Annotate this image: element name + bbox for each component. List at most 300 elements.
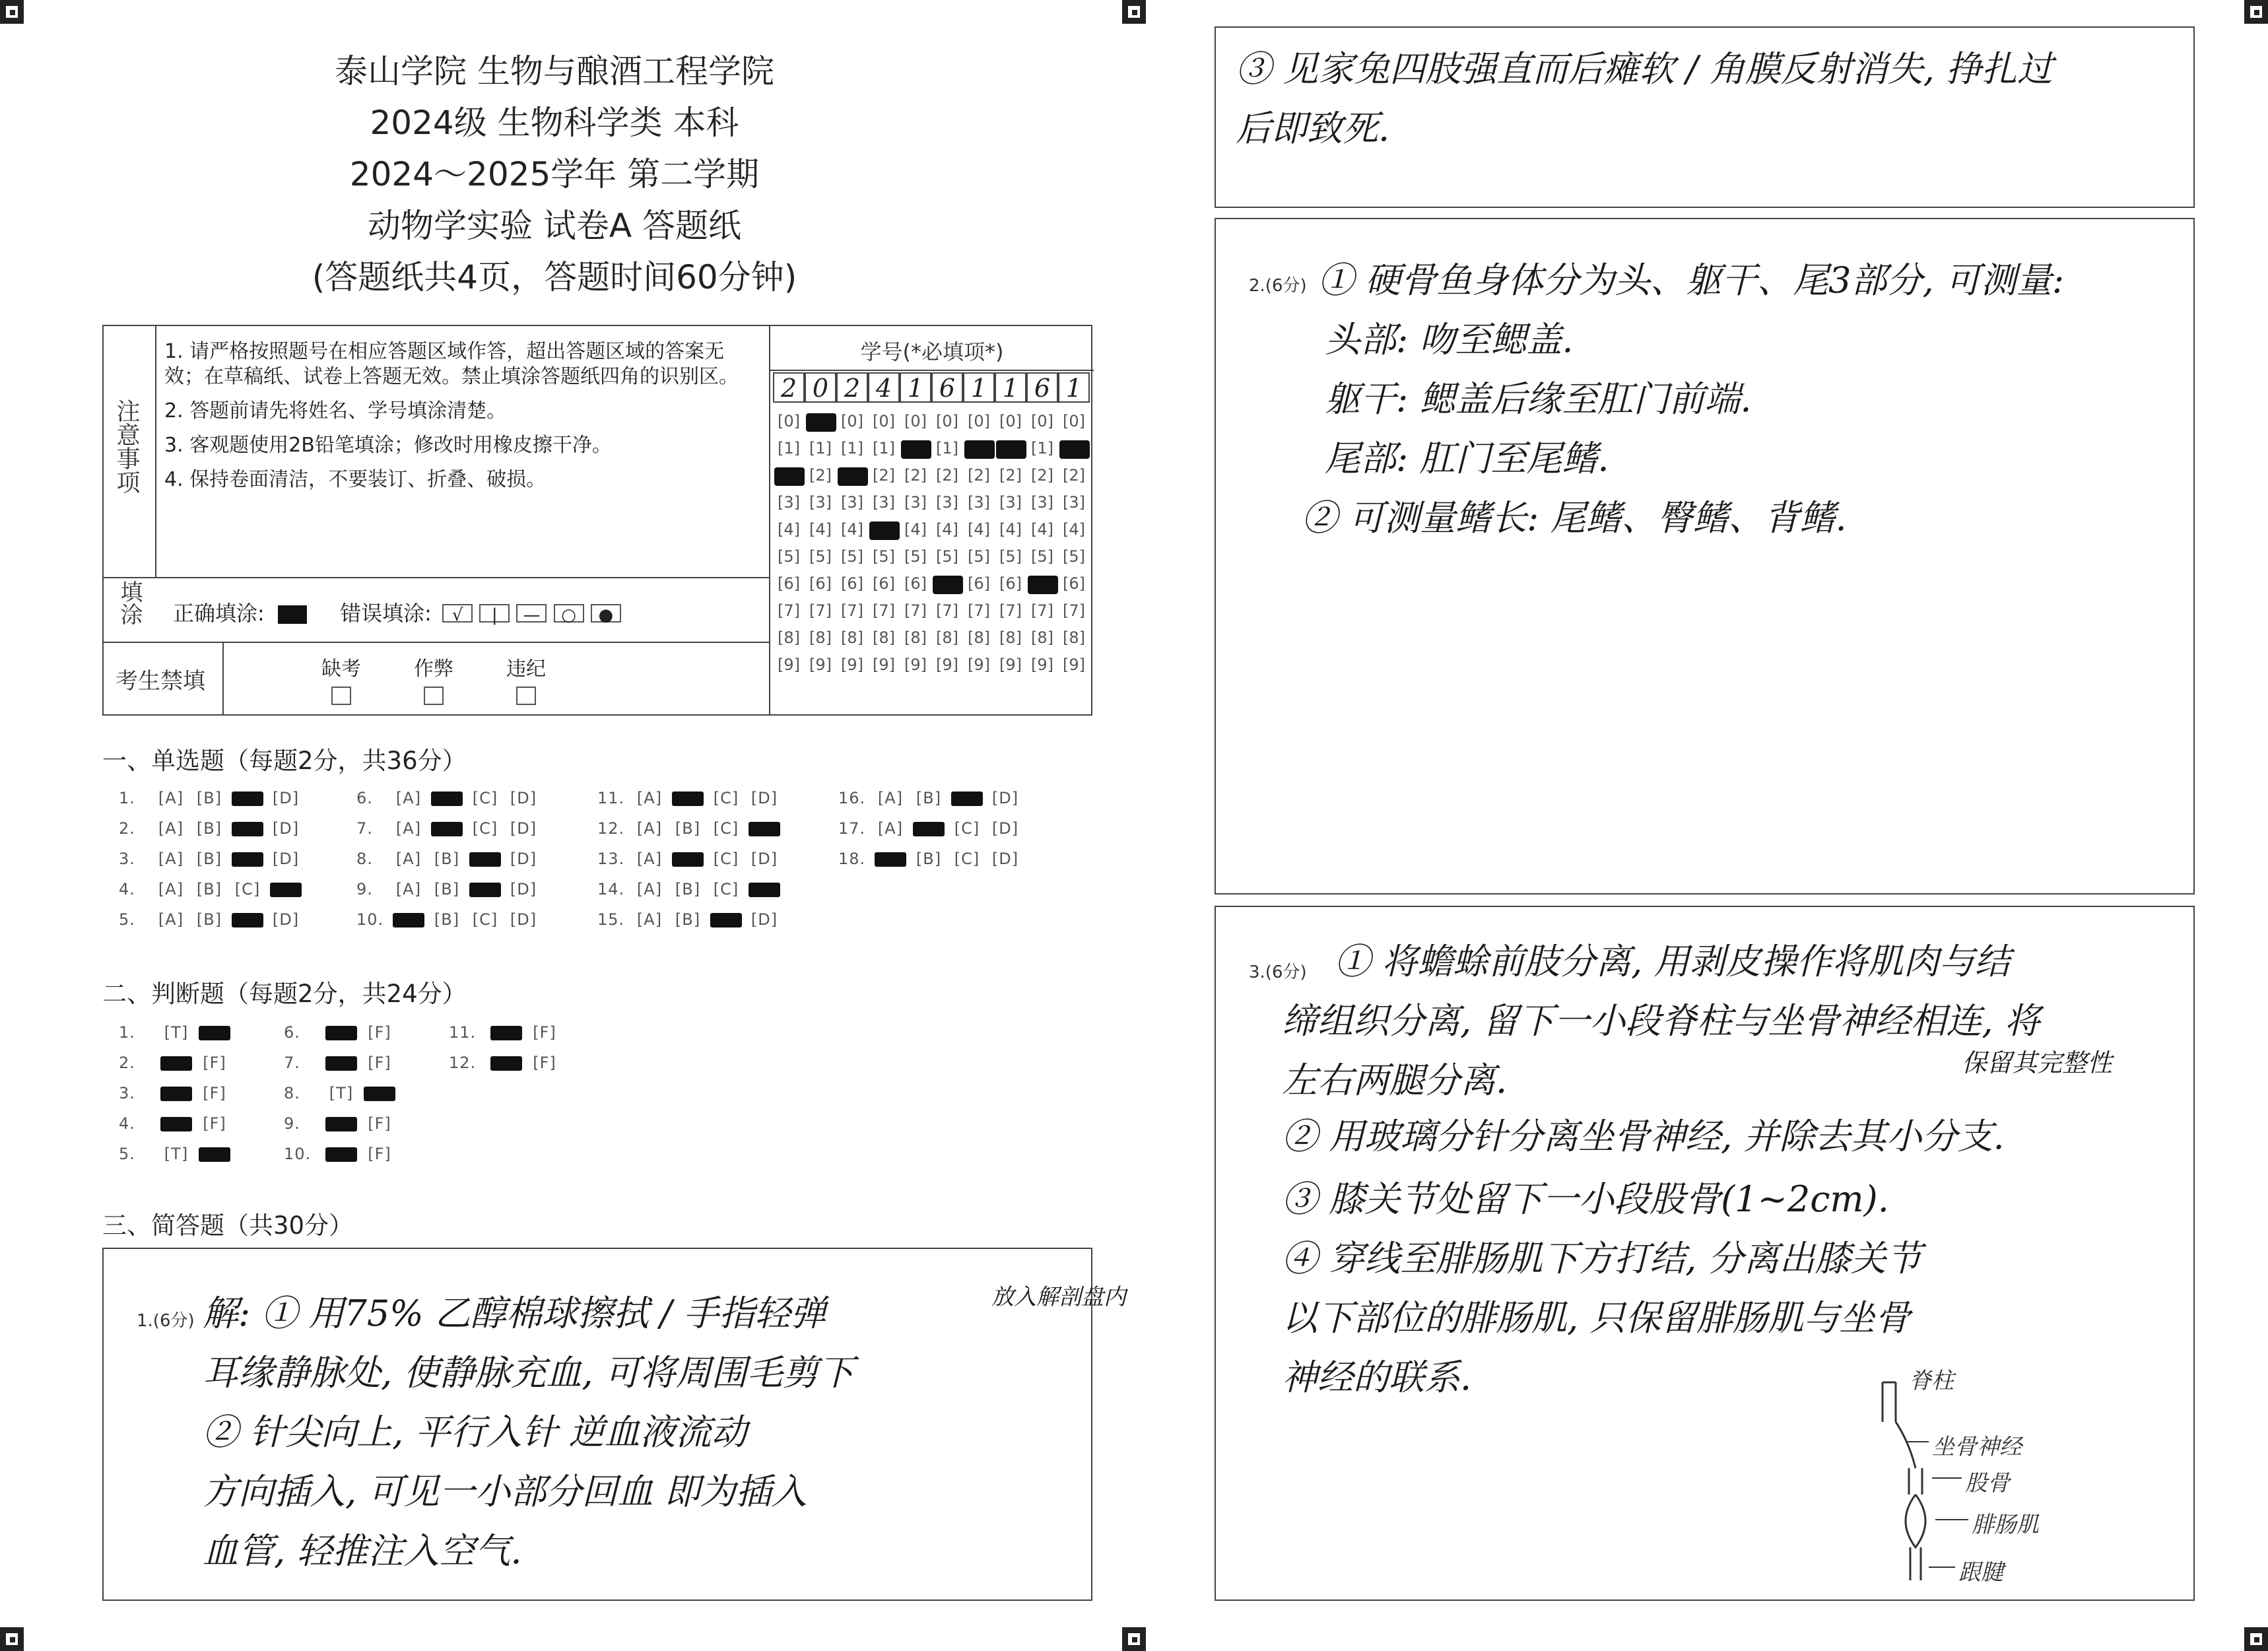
answer-bubble[interactable]: [C] xyxy=(954,850,980,868)
student-id-bubble-filled[interactable] xyxy=(1028,576,1058,594)
answer-bubble-filled[interactable] xyxy=(745,880,784,898)
answer-bubble[interactable]: [F] xyxy=(203,1084,226,1102)
answer-bubble[interactable]: [A] xyxy=(158,819,184,838)
student-id-bubble[interactable]: [6] xyxy=(809,574,832,593)
student-id-bubble[interactable]: [4] xyxy=(968,520,990,539)
answer-bubble[interactable]: [C] xyxy=(713,789,739,807)
answer-bubble-filled[interactable] xyxy=(195,1145,234,1163)
header-line-4: 动物学实验 试卷A 答题纸 xyxy=(368,207,741,245)
true-false-title: 二、判断题（每题2分，共24分） xyxy=(102,980,467,1008)
answer-bubble-filled[interactable] xyxy=(466,880,504,898)
answer-bubble[interactable]: [D] xyxy=(750,850,778,868)
q3-line-2: 缔组织分离, 留下一小段脊柱与坐骨神经相连, 将 xyxy=(1282,1000,2040,1042)
question-number: 8. xyxy=(356,850,373,868)
true-false-question xyxy=(119,1145,234,1163)
answer-bubble[interactable]: [F] xyxy=(203,1114,226,1133)
notice-box xyxy=(102,325,1092,716)
answer-bubble[interactable]: [A] xyxy=(158,880,184,898)
student-id-bubble[interactable]: [5] xyxy=(999,547,1022,566)
true-false-question xyxy=(284,1084,399,1102)
single-choice-question xyxy=(119,850,305,868)
student-id-bubble-filled[interactable] xyxy=(774,467,805,486)
student-id-bubble[interactable]: [2] xyxy=(936,466,958,485)
student-id-bubble[interactable]: [8] xyxy=(778,628,800,647)
q3-line-5: ③ 膝关节处留下一小段股骨(1~2cm). xyxy=(1282,1178,1889,1220)
student-id-bubble-filled[interactable] xyxy=(933,576,963,594)
student-id-bubble[interactable]: [5] xyxy=(778,547,800,566)
answer-bubble[interactable]: [A] xyxy=(636,910,663,929)
filled-mark xyxy=(232,792,263,806)
answer-bubble-filled[interactable] xyxy=(157,1054,195,1072)
question-number: 3. xyxy=(119,850,135,868)
answer-bubble[interactable]: [D] xyxy=(991,850,1019,868)
corner-marker-bottom-center xyxy=(1122,1627,1146,1651)
student-id-bubble[interactable]: [2] xyxy=(1031,466,1053,485)
question-number: 17. xyxy=(838,819,866,838)
answer-bubble-filled[interactable] xyxy=(157,1084,195,1102)
single-choice-question xyxy=(597,850,784,868)
student-id-bubble[interactable]: [2] xyxy=(1063,466,1085,485)
question-number: 10. xyxy=(284,1145,312,1163)
corner-marker-top-right xyxy=(2244,0,2268,24)
answer-bubble-filled[interactable] xyxy=(228,850,267,868)
answer-bubble[interactable]: [A] xyxy=(636,789,663,807)
answer-bubble[interactable]: [B] xyxy=(675,880,701,898)
answer-bubble[interactable]: [F] xyxy=(368,1114,391,1133)
student-id-bubble[interactable]: [0] xyxy=(968,412,990,430)
student-id-bubble[interactable]: [7] xyxy=(999,601,1022,620)
question-number: 15. xyxy=(597,910,625,929)
student-id-bubble[interactable]: [6] xyxy=(999,574,1022,593)
student-id-bubble[interactable]: [3] xyxy=(778,493,800,512)
student-id-bubble[interactable]: [7] xyxy=(1031,601,1053,620)
student-id-bubble[interactable]: [2] xyxy=(904,466,927,485)
true-false-question xyxy=(119,1054,234,1072)
student-id-bubble[interactable]: [5] xyxy=(968,547,990,566)
question-number: 4. xyxy=(119,1114,135,1133)
student-id-bubble[interactable]: [3] xyxy=(1063,493,1085,512)
q1-line-1: 解: ① 用75% 乙醇棉球擦拭 / 手指轻弹 xyxy=(203,1293,826,1334)
question-number: 3. xyxy=(119,1084,135,1102)
answer-bubble[interactable]: [B] xyxy=(196,910,222,929)
student-id-bubble[interactable]: [8] xyxy=(936,628,958,647)
student-id-digit-6: 6 xyxy=(931,372,963,403)
notice-item-3: 3. 客观题使用2B铅笔填涂；修改时用橡皮擦干净。 xyxy=(164,434,612,457)
answer-bubble[interactable]: [F] xyxy=(533,1054,556,1072)
answer-bubble[interactable]: [B] xyxy=(675,819,701,838)
student-id-bubble[interactable]: [5] xyxy=(873,547,895,566)
answer-bubble[interactable]: [T] xyxy=(329,1084,354,1102)
answer-bubble-filled[interactable] xyxy=(195,1023,234,1042)
answer-box-q1 xyxy=(102,1248,1126,1601)
answer-bubble-filled[interactable] xyxy=(322,1145,360,1163)
answer-bubble[interactable]: [A] xyxy=(158,850,184,868)
filled-mark xyxy=(393,913,424,927)
answer-bubble[interactable]: [C] xyxy=(713,880,739,898)
student-id-bubble[interactable]: [2] xyxy=(968,466,990,485)
answer-bubble-filled[interactable] xyxy=(948,789,986,807)
fill-label: 填涂 xyxy=(116,580,143,625)
student-id-bubble[interactable]: [3] xyxy=(936,493,958,512)
student-id-bubble[interactable]: [0] xyxy=(999,412,1022,430)
answer-bubble[interactable]: [T] xyxy=(164,1145,189,1163)
answer-bubble[interactable]: [A] xyxy=(636,819,663,838)
answer-bubble[interactable]: [F] xyxy=(203,1054,226,1072)
single-choice-question xyxy=(838,850,1024,868)
student-id-bubble[interactable]: [3] xyxy=(999,493,1022,512)
student-id-bubble[interactable]: [8] xyxy=(873,628,895,647)
answer-bubble[interactable]: [A] xyxy=(395,880,422,898)
answer-bubble[interactable]: [F] xyxy=(533,1023,556,1042)
student-id-bubble[interactable]: [7] xyxy=(1063,601,1085,620)
student-id-bubble[interactable]: [5] xyxy=(1031,547,1053,566)
student-id-digit-7: 1 xyxy=(963,372,995,403)
answer-bubble-filled[interactable] xyxy=(428,789,466,807)
answer-bubble[interactable]: [D] xyxy=(272,819,300,838)
filled-mark xyxy=(325,1147,357,1162)
student-id-bubble[interactable]: [6] xyxy=(1063,574,1085,593)
answer-bubble[interactable]: [B] xyxy=(196,850,222,868)
true-false-question xyxy=(284,1023,399,1042)
notice-item-4: 4. 保持卷面清洁，不要装订、折叠、破损。 xyxy=(164,468,547,491)
question-number: 8. xyxy=(284,1084,300,1102)
ban-absent-checkbox[interactable] xyxy=(331,687,351,705)
true-false-question xyxy=(284,1054,399,1072)
student-id-bubble[interactable]: [9] xyxy=(778,656,800,674)
student-id-bubble[interactable]: [0] xyxy=(936,412,958,430)
student-id-bubble[interactable]: [7] xyxy=(904,601,927,620)
student-id-bubble[interactable]: [0] xyxy=(778,412,800,430)
student-id-bubble[interactable]: [1] xyxy=(841,439,863,457)
student-id-bubble[interactable]: [0] xyxy=(904,412,927,430)
answer-bubble-filled[interactable] xyxy=(487,1023,525,1042)
question-number: 7. xyxy=(356,819,373,838)
student-id-bubble-filled[interactable] xyxy=(1059,440,1090,459)
student-id-digit-9: 6 xyxy=(1026,372,1058,403)
student-id-bubble-filled[interactable] xyxy=(806,413,836,432)
answer-bubble[interactable]: [D] xyxy=(510,819,537,838)
answer-bubble[interactable]: [B] xyxy=(196,880,222,898)
student-id-bubble[interactable]: [1] xyxy=(936,439,958,457)
answer-bubble[interactable]: [B] xyxy=(196,789,222,807)
answer-bubble[interactable]: [F] xyxy=(368,1054,391,1072)
q3-line-3: 左右两腿分离. xyxy=(1282,1060,1508,1101)
student-id-bubble[interactable]: [4] xyxy=(999,520,1022,539)
answer-bubble[interactable]: [D] xyxy=(510,789,537,807)
q3-insert-note: 保留其完整性 xyxy=(1962,1048,2113,1077)
filled-mark xyxy=(951,792,983,806)
student-id-bubble[interactable]: [5] xyxy=(904,547,927,566)
student-id-bubble[interactable]: [5] xyxy=(1063,547,1085,566)
single-choice-question xyxy=(597,910,784,929)
student-id-bubble[interactable]: [9] xyxy=(873,656,895,674)
answer-bubble-filled[interactable] xyxy=(871,850,910,868)
student-id-bubble[interactable]: [9] xyxy=(809,656,832,674)
student-id-bubble[interactable]: [9] xyxy=(968,656,990,674)
answer-bubble[interactable]: [C] xyxy=(234,880,261,898)
question-number: 13. xyxy=(597,850,625,868)
student-id-bubble[interactable]: [6] xyxy=(873,574,895,593)
answer-bubble[interactable]: [D] xyxy=(991,819,1019,838)
q3-score: 3.(6分) xyxy=(1249,962,1307,982)
ban-violation-checkbox[interactable] xyxy=(516,687,536,705)
answer-bubble-filled[interactable] xyxy=(322,1114,360,1133)
single-choice-question xyxy=(356,880,543,898)
student-id-bubble[interactable]: [9] xyxy=(1063,656,1085,674)
filled-mark xyxy=(469,852,501,867)
student-id-digit-2: 0 xyxy=(805,372,836,403)
question-number: 2. xyxy=(119,819,135,838)
answer-bubble[interactable]: [D] xyxy=(510,910,537,929)
answer-bubble[interactable]: [A] xyxy=(158,910,184,929)
student-id-bubble[interactable]: [8] xyxy=(999,628,1022,647)
student-id-bubble[interactable]: [7] xyxy=(778,601,800,620)
filled-mark xyxy=(232,852,263,867)
answer-bubble-filled[interactable] xyxy=(228,910,267,929)
student-id-bubble[interactable]: [8] xyxy=(1063,628,1085,647)
student-id-bubble[interactable]: [4] xyxy=(778,520,800,539)
student-id-bubble[interactable]: [4] xyxy=(1031,520,1053,539)
student-id-digit-8: 1 xyxy=(995,372,1026,403)
answer-bubble[interactable]: [D] xyxy=(510,880,537,898)
true-false-question xyxy=(284,1114,399,1133)
answer-bubble-filled[interactable] xyxy=(745,819,784,838)
student-id-digit-4: 4 xyxy=(868,372,900,403)
student-id-label: 学号(*必填项*) xyxy=(860,339,1004,364)
true-false-question xyxy=(119,1114,234,1133)
answer-bubble-filled[interactable] xyxy=(322,1023,360,1042)
q1-margin-note: 放入解剖盘内 xyxy=(991,1284,1126,1310)
answer-bubble[interactable]: [C] xyxy=(713,819,739,838)
filled-mark xyxy=(232,822,263,836)
filled-mark xyxy=(364,1087,395,1101)
answer-bubble[interactable]: [A] xyxy=(158,789,184,807)
answer-bubble-filled[interactable] xyxy=(466,850,504,868)
student-id-bubble[interactable]: [8] xyxy=(904,628,927,647)
answer-bubble[interactable]: [D] xyxy=(510,850,537,868)
student-id-bubble[interactable]: [3] xyxy=(873,493,895,512)
ban-violation-label: 违纪 xyxy=(506,657,546,681)
filled-mark xyxy=(672,792,704,806)
answer-bubble[interactable]: [B] xyxy=(916,789,942,807)
student-id-bubble[interactable]: [3] xyxy=(809,493,832,512)
ban-cheat-checkbox[interactable] xyxy=(424,687,444,705)
student-id-bubble[interactable]: [7] xyxy=(936,601,958,620)
question-number: 14. xyxy=(597,880,625,898)
answer-bubble-filled[interactable] xyxy=(910,819,948,838)
true-false-question xyxy=(449,1054,564,1072)
answer-bubble[interactable]: [F] xyxy=(368,1023,391,1042)
student-id-bubble[interactable]: [0] xyxy=(1063,412,1085,430)
student-id-bubble[interactable]: [4] xyxy=(1063,520,1085,539)
question-number: 1. xyxy=(119,789,135,807)
answer-bubble[interactable]: [B] xyxy=(196,819,222,838)
filled-mark xyxy=(469,883,501,897)
single-choice-question xyxy=(119,789,305,807)
header-line-2: 2024级 生物科学类 本科 xyxy=(370,104,739,142)
student-id-bubble[interactable]: [6] xyxy=(778,574,800,593)
true-false-question xyxy=(284,1145,399,1163)
student-id-bubble[interactable]: [7] xyxy=(873,601,895,620)
answer-bubble[interactable]: [A] xyxy=(636,850,663,868)
student-id-bubble[interactable]: [5] xyxy=(809,547,832,566)
student-id-bubble[interactable]: [4] xyxy=(936,520,958,539)
filled-mark xyxy=(672,852,704,867)
question-number: 10. xyxy=(356,910,384,929)
answer-bubble[interactable]: [B] xyxy=(434,910,460,929)
student-id-bubble[interactable]: [3] xyxy=(841,493,863,512)
student-id-bubble[interactable]: [7] xyxy=(809,601,832,620)
student-id-bubble[interactable]: [2] xyxy=(999,466,1022,485)
single-choice-question xyxy=(356,850,543,868)
filled-mark xyxy=(490,1026,522,1040)
answer-bubble[interactable]: [A] xyxy=(395,850,422,868)
single-choice-question xyxy=(838,789,1024,807)
filled-mark xyxy=(160,1087,192,1101)
filled-mark xyxy=(160,1117,192,1131)
answer-bubble[interactable]: [F] xyxy=(368,1145,391,1163)
answer-bubble-filled[interactable] xyxy=(360,1084,399,1102)
single-choice-question xyxy=(119,819,305,838)
filled-mark xyxy=(431,792,463,806)
answer-bubble-filled[interactable] xyxy=(669,850,707,868)
answer-bubble[interactable]: [A] xyxy=(395,789,422,807)
student-id-bubble[interactable]: [1] xyxy=(809,439,832,457)
answer-bubble[interactable]: [D] xyxy=(272,850,300,868)
student-id-bubble[interactable]: [7] xyxy=(841,601,863,620)
student-id-bubble[interactable]: [9] xyxy=(936,656,958,674)
student-id-bubble[interactable]: [3] xyxy=(968,493,990,512)
exam-ban-label: 考生禁填 xyxy=(116,668,205,694)
student-id-bubble-filled[interactable] xyxy=(996,440,1026,459)
answer-bubble[interactable]: [B] xyxy=(434,850,460,868)
student-id-digit-5: 1 xyxy=(900,372,931,403)
student-id-bubble[interactable]: [3] xyxy=(904,493,927,512)
answer-bubble-filled[interactable] xyxy=(228,819,267,838)
single-choice-question xyxy=(356,789,543,807)
student-id-bubble[interactable]: [9] xyxy=(841,656,863,674)
answer-bubble[interactable]: [A] xyxy=(395,819,422,838)
answer-bubble[interactable]: [C] xyxy=(472,819,498,838)
q1-line-5: 血管, 轻推注入空气. xyxy=(203,1530,522,1572)
q1-cont-line-1: ③ 见家兔四肢强直而后瘫软 / 角膜反射消失, 挣扎过 xyxy=(1236,48,2053,90)
answer-bubble[interactable]: [C] xyxy=(472,910,498,929)
q1-cont-line-2: 后即致死. xyxy=(1236,108,1390,149)
answer-bubble-filled[interactable] xyxy=(707,910,745,929)
answer-bubble[interactable]: [D] xyxy=(750,789,778,807)
student-id-bubble[interactable]: [8] xyxy=(1031,628,1053,647)
answer-bubble-filled[interactable] xyxy=(157,1114,195,1133)
student-id-bubble[interactable]: [4] xyxy=(841,520,863,539)
corner-marker-bottom-right xyxy=(2244,1627,2268,1651)
q2-line-2: 头部: 吻至鳃盖. xyxy=(1325,319,1574,360)
answer-bubble-filled[interactable] xyxy=(487,1054,525,1072)
filled-mark xyxy=(199,1026,230,1040)
answer-bubble-filled[interactable] xyxy=(428,819,466,838)
question-number: 12. xyxy=(449,1054,477,1072)
question-number: 9. xyxy=(356,880,373,898)
student-id-bubble[interactable]: [0] xyxy=(1031,412,1053,430)
student-id-bubble[interactable]: [8] xyxy=(968,628,990,647)
wrong-fill-dash: — xyxy=(516,604,547,623)
student-id-bubble-filled[interactable] xyxy=(869,522,900,540)
student-id-bubble[interactable]: [3] xyxy=(1031,493,1053,512)
answer-bubble[interactable]: [B] xyxy=(675,910,701,929)
student-id-bubble[interactable]: [7] xyxy=(968,601,990,620)
student-id-bubble[interactable]: [1] xyxy=(873,439,895,457)
single-choice-question xyxy=(597,880,784,898)
filled-mark xyxy=(199,1147,230,1162)
filled-mark xyxy=(710,913,742,927)
answer-bubble[interactable]: [D] xyxy=(272,789,300,807)
answer-bubble-filled[interactable] xyxy=(389,910,428,929)
student-id-bubble[interactable]: [6] xyxy=(841,574,863,593)
answer-bubble[interactable]: [A] xyxy=(877,819,904,838)
filled-mark xyxy=(270,883,302,897)
answer-bubble[interactable]: [A] xyxy=(636,880,663,898)
answer-bubble[interactable]: [B] xyxy=(434,880,460,898)
student-id-bubble[interactable]: [9] xyxy=(904,656,927,674)
question-number: 2. xyxy=(119,1054,135,1072)
wrong-fill-check: √ xyxy=(442,604,473,623)
answer-bubble-filled[interactable] xyxy=(322,1054,360,1072)
student-id-bubble[interactable]: [6] xyxy=(968,574,990,593)
answer-bubble-filled[interactable] xyxy=(267,880,305,898)
answer-bubble-filled[interactable] xyxy=(669,789,707,807)
student-id-bubble[interactable]: [5] xyxy=(841,547,863,566)
student-id-bubble[interactable]: [2] xyxy=(873,466,895,485)
student-id-bubble[interactable]: [8] xyxy=(841,628,863,647)
answer-bubble[interactable]: [C] xyxy=(954,819,980,838)
student-id-bubble[interactable]: [0] xyxy=(873,412,895,430)
student-id-bubble[interactable]: [9] xyxy=(999,656,1022,674)
student-id-bubble[interactable]: [1] xyxy=(1031,439,1053,457)
filled-mark xyxy=(325,1056,357,1071)
student-id-bubble[interactable]: [6] xyxy=(904,574,927,593)
filled-mark xyxy=(749,822,780,836)
student-id-bubble[interactable]: [8] xyxy=(809,628,832,647)
answer-bubble[interactable]: [D] xyxy=(272,910,300,929)
student-id-bubble-filled[interactable] xyxy=(901,440,931,459)
answer-bubble[interactable]: [A] xyxy=(877,789,904,807)
single-choice-title: 一、单选题（每题2分，共36分） xyxy=(102,747,467,775)
answer-bubble[interactable]: [C] xyxy=(713,850,739,868)
q2-line-5: ② 可测量鳍长: 尾鳍、臀鳍、背鳍. xyxy=(1302,497,1847,539)
student-id-bubble[interactable]: [9] xyxy=(1031,656,1053,674)
student-id-bubble-filled[interactable] xyxy=(964,440,995,459)
student-id-bubble[interactable]: [1] xyxy=(778,439,800,457)
student-id-bubble[interactable]: [4] xyxy=(904,520,927,539)
student-id-bubble[interactable]: [4] xyxy=(809,520,832,539)
answer-bubble[interactable]: [T] xyxy=(164,1023,189,1042)
wrong-fill-dot: ● xyxy=(591,604,621,623)
answer-bubble[interactable]: [D] xyxy=(750,910,778,929)
student-id-bubble[interactable]: [2] xyxy=(809,466,832,485)
correct-fill-label: 正确填涂: xyxy=(173,601,265,626)
q3-line-6: ④ 穿线至腓肠肌下方打结, 分离出膝关节 xyxy=(1282,1238,1922,1279)
student-id-bubble[interactable]: [0] xyxy=(841,412,863,430)
filled-mark xyxy=(431,822,463,836)
answer-bubble[interactable]: [B] xyxy=(916,850,942,868)
header-line-3: 2024～2025学年 第二学期 xyxy=(349,155,760,193)
answer-bubble-filled[interactable] xyxy=(228,789,267,807)
student-id-bubble[interactable]: [5] xyxy=(936,547,958,566)
filled-mark xyxy=(325,1026,357,1040)
answer-bubble[interactable]: [C] xyxy=(472,789,498,807)
answer-bubble[interactable]: [D] xyxy=(991,789,1019,807)
student-id-bubble-filled[interactable] xyxy=(838,467,868,486)
question-number: 6. xyxy=(284,1023,300,1042)
